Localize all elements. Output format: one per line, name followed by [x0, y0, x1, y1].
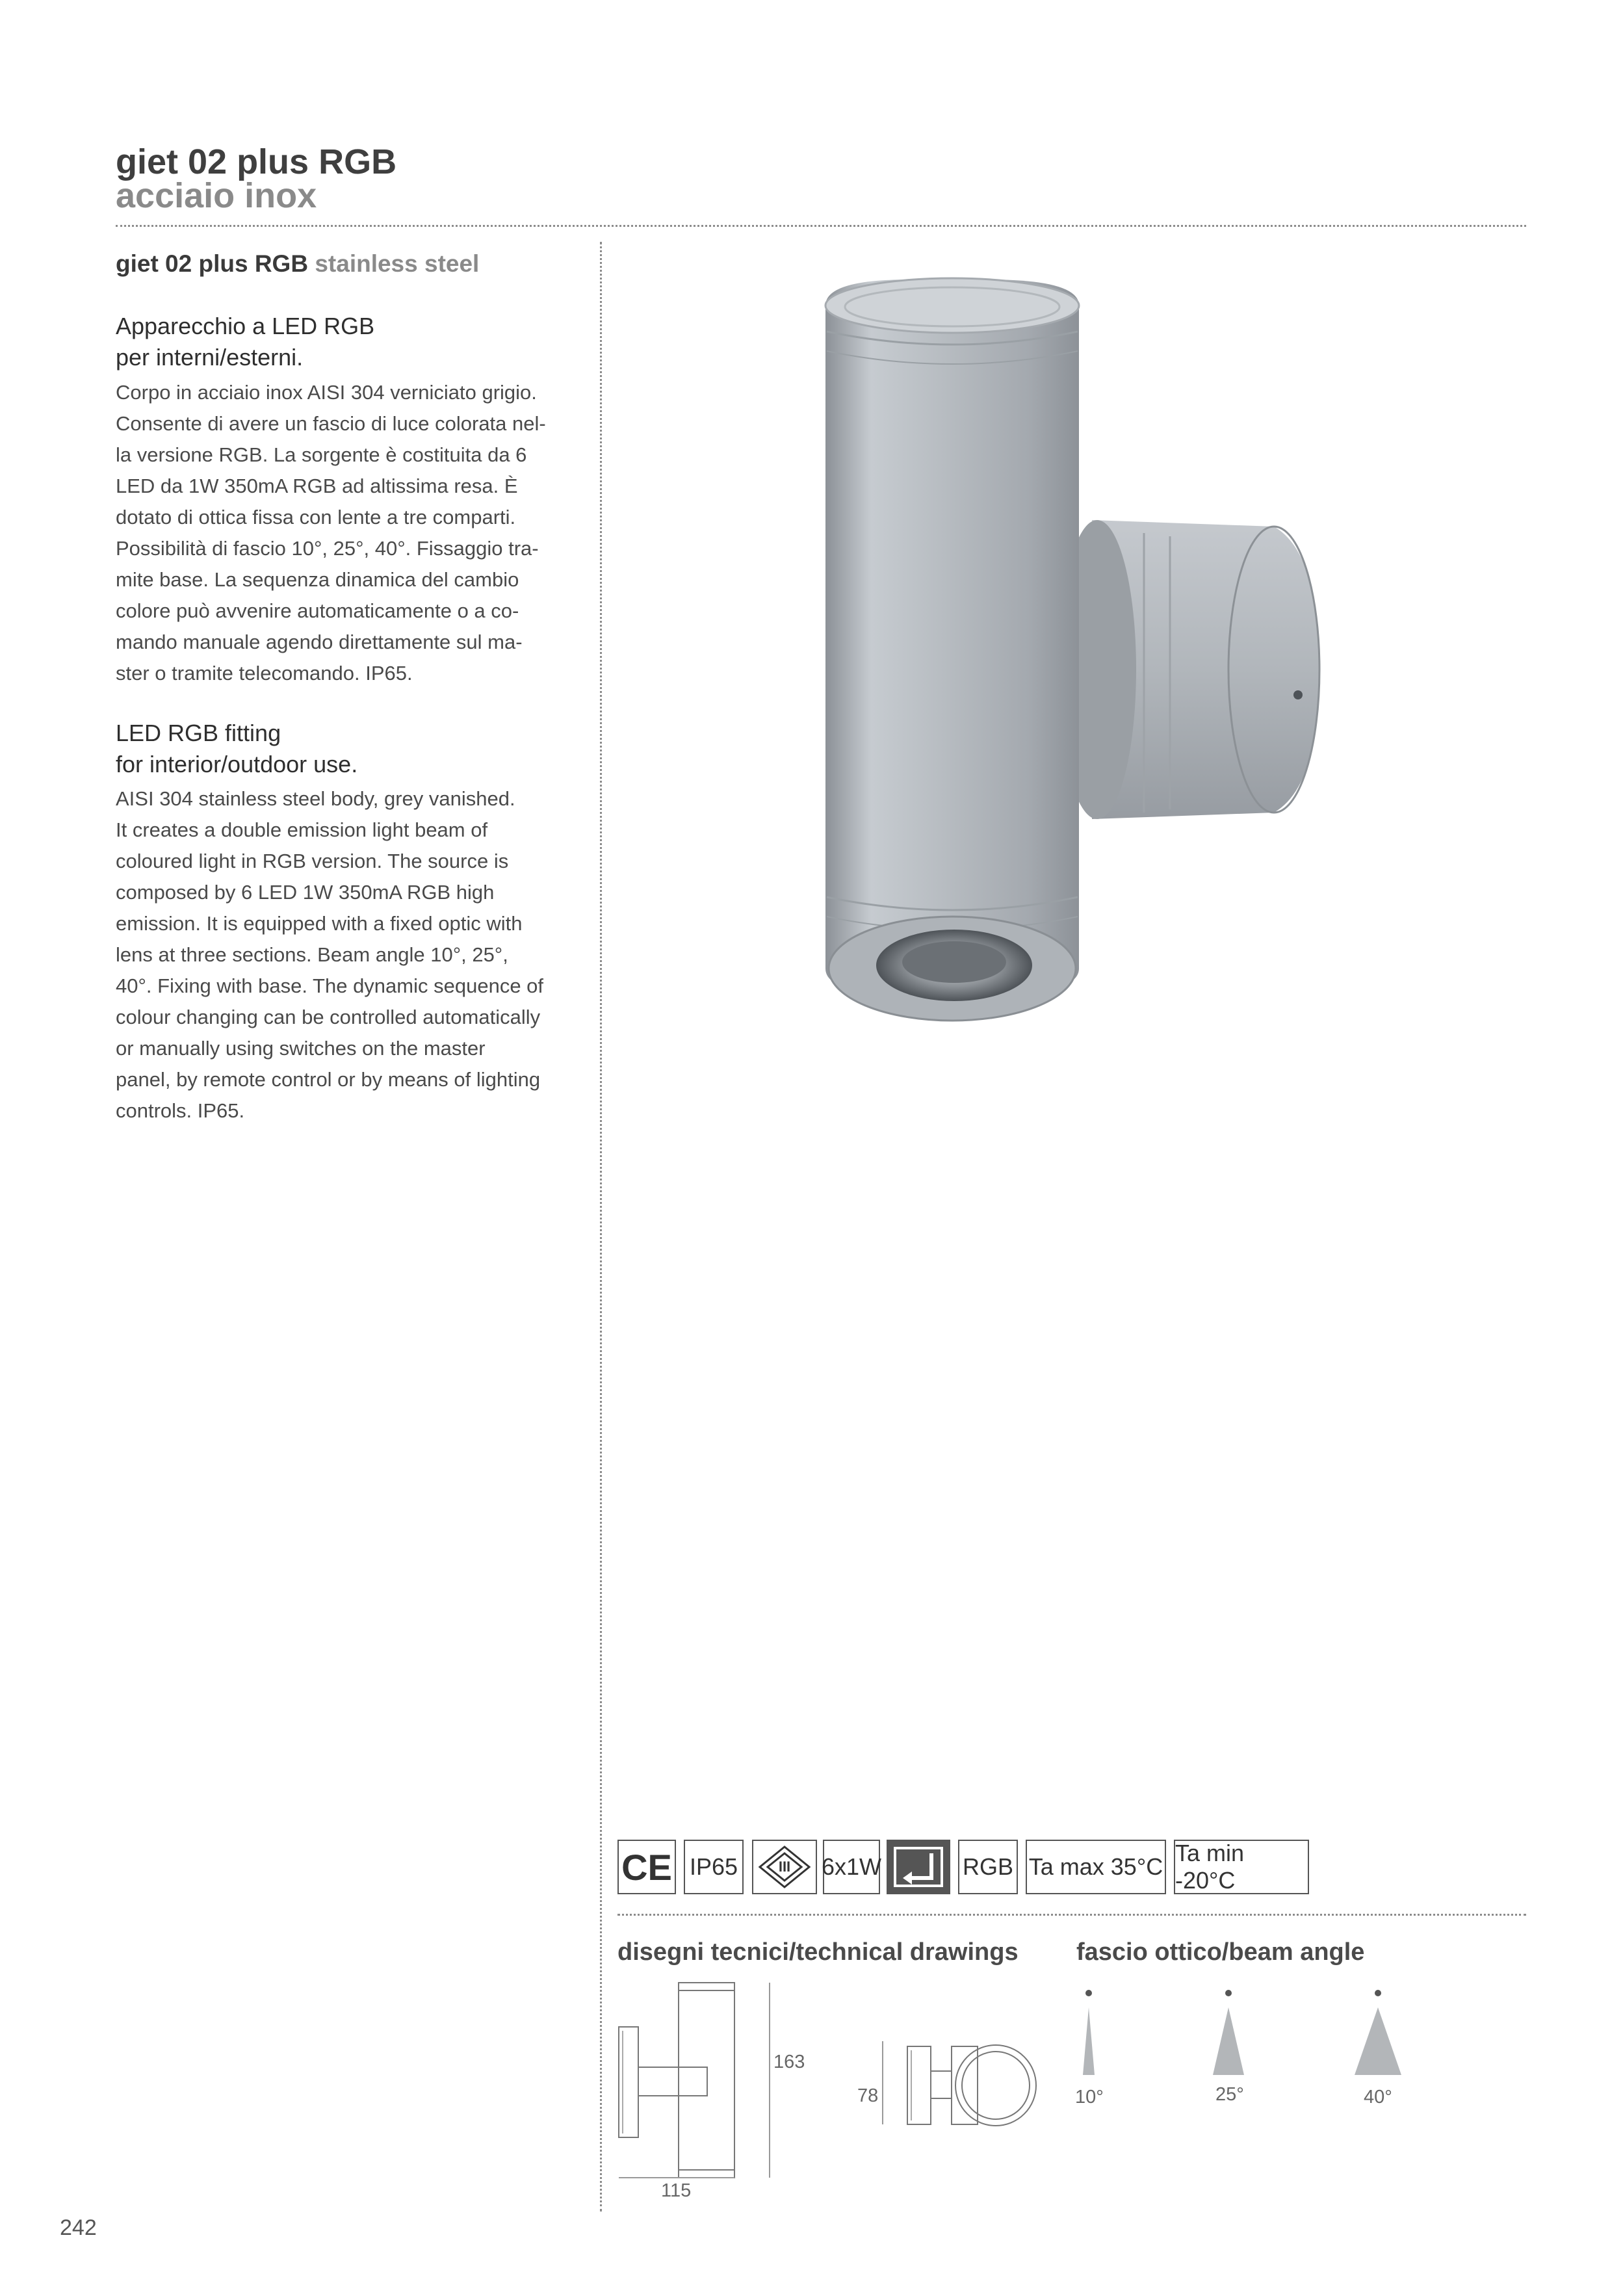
- ce-mark: CE: [621, 1846, 672, 1888]
- text-line: ster o tramite telecomando. IP65.: [116, 662, 413, 685]
- beam-angle-40: [1345, 1989, 1410, 2080]
- column-divider: [600, 242, 602, 2211]
- height-dimension: 163: [773, 2052, 805, 2072]
- power-badge: [823, 1840, 880, 1894]
- power-label: 6x1W: [821, 1853, 882, 1880]
- text-line: or manually using switches on the master: [116, 1037, 486, 1060]
- beam-angle-title: fascio ottico/beam angle: [1076, 1938, 1365, 1966]
- beam-angle-label-25: 25°: [1215, 2084, 1244, 2105]
- mounting-badge: [887, 1840, 950, 1894]
- text-line: colour changing can be controlled automatically: [116, 1006, 541, 1028]
- badges-divider: [617, 1914, 1526, 1916]
- rgb-badge: [958, 1840, 1018, 1894]
- ta-max-badge: [1026, 1840, 1166, 1894]
- side-cylinder: [1058, 520, 1319, 819]
- technical-drawings-title: disegni tecnici/technical drawings: [617, 1938, 1019, 1966]
- text-line: composed by 6 LED 1W 350mA RGB high: [116, 881, 495, 904]
- beam-angle-10: [1066, 1989, 1111, 2080]
- technical-drawing: [611, 1976, 1066, 2197]
- depth-dimension: 78: [857, 2085, 879, 2106]
- ta-min-label: Ta min -20°C: [1175, 1840, 1245, 1894]
- product-line-heading: [116, 250, 479, 278]
- beam-angle-label-40: 40°: [1364, 2087, 1392, 2107]
- product-line-material: stainless steel: [315, 250, 480, 277]
- text-line: It creates a double emission light beam of: [116, 818, 488, 841]
- text-line: emission. It is equipped with a fixed optic with: [116, 912, 523, 935]
- text-line: mando manuale agendo direttamente sul ma-: [116, 631, 523, 653]
- ce-mark-badge: [617, 1840, 676, 1894]
- text-line: controls. IP65.: [116, 1099, 245, 1122]
- english-heading: [116, 718, 357, 780]
- english-heading-line2: for interior/outdoor use.: [116, 751, 358, 777]
- text-line: LED da 1W 350mA RGB ad altissima resa. È: [116, 475, 518, 497]
- text-line: lens at three sections. Beam angle 10°, 25°,: [116, 943, 508, 966]
- ta-max-label: Ta max 35°C: [1028, 1853, 1163, 1880]
- text-line: coloured light in RGB version. The source is: [116, 850, 509, 872]
- italian-heading-line1: Apparecchio a LED RGB: [116, 313, 375, 339]
- text-line: la versione RGB. La sorgente è costituita da 6: [116, 443, 527, 466]
- product-line-name: giet 02 plus RGB: [116, 250, 309, 277]
- text-line: 40°. Fixing with base. The dynamic sequence of: [116, 974, 544, 997]
- top-divider: [116, 225, 1526, 227]
- ip-rating-badge: [684, 1840, 744, 1894]
- english-heading-line1: LED RGB fitting: [116, 720, 281, 746]
- page-number: 242: [60, 2215, 97, 2240]
- italian-description: [116, 377, 564, 689]
- ip-rating-label: IP65: [689, 1853, 738, 1880]
- page-subtitle: acciaio inox: [116, 176, 317, 215]
- text-line: Corpo in acciaio inox AISI 304 verniciato grigio.: [116, 381, 537, 404]
- wall-mount-icon: [891, 1844, 946, 1890]
- text-line: Consente di avere un fascio di luce colorata nel-: [116, 412, 546, 435]
- text-line: Possibilità di fascio 10°, 25°, 40°. Fissaggio tra-: [116, 537, 539, 560]
- text-line: AISI 304 stainless steel body, grey vanished.: [116, 787, 515, 810]
- width-dimension: 115: [661, 2180, 692, 2201]
- english-description: [116, 783, 564, 1127]
- main-cylinder: [825, 278, 1079, 1021]
- text-line: mite base. La sequenza dinamica del cambio: [116, 568, 519, 591]
- class-iii-label: III: [778, 1859, 791, 1875]
- italian-heading-line2: per interni/esterni.: [116, 344, 304, 371]
- beam-angle-label-10: 10°: [1075, 2087, 1104, 2107]
- text-line: dotato di ottica fissa con lente a tre comparti.: [116, 506, 516, 528]
- text-line: panel, by remote control or by means of lighting: [116, 1068, 541, 1091]
- page-title: giet 02 plus RGB: [116, 142, 397, 181]
- text-line: colore può avvenire automaticamente o a co-: [116, 599, 519, 622]
- italian-heading: [116, 311, 374, 373]
- rgb-label: RGB: [962, 1853, 1013, 1880]
- ta-min-badge: [1174, 1840, 1309, 1894]
- base-plate: [619, 2027, 638, 2137]
- insulation-class-badge: [752, 1840, 817, 1894]
- product-photo: [780, 247, 1365, 1027]
- beam-angle-25: [1202, 1989, 1254, 2080]
